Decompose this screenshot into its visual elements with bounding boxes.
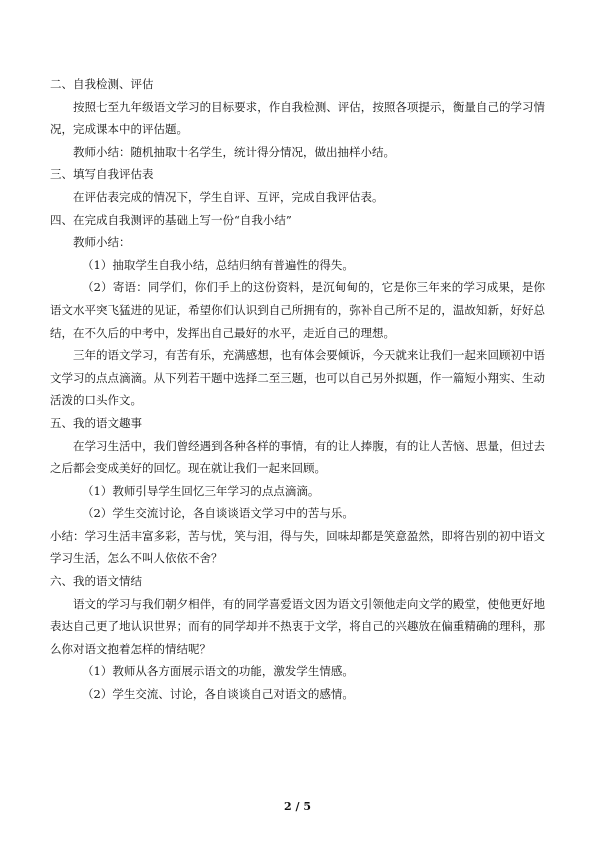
summary-paragraph: 小结：学习生活丰富多彩，苦与忧，笑与泪，得与失，回味却都是笑意盈然，即将告别的初中语文学习生活，怎么不叫人依依不舍？ xyxy=(50,528,545,566)
section-heading-2: 二、自我检测、评估 xyxy=(50,77,154,91)
document-body xyxy=(50,73,545,706)
list-item: （2）学生交流、讨论，各自谈谈自己对语文的感情。 xyxy=(82,687,354,702)
section-heading-3: 三、填写自我评估表 xyxy=(50,167,154,182)
list-item: （1）抽取学生自我小结，总结归纳有普遍性的得失。 xyxy=(82,257,354,272)
paragraph: 三年的语文学习，有苦有乐，充满感想，也有体会要倾诉，今天就来让我们一起来回顾初中语文学习的点点滴滴。从下列若干题中选择二至三题，也可以自己另外拟题，作一篇短小翔实、生动活泼的口头作文。 xyxy=(50,348,545,408)
list-item: （1）教师从各方面展示语文的功能，激发学生情感。 xyxy=(82,664,354,679)
list-item: （2）寄语：同学们，你们手上的这份资料，是沉甸甸的，它是你三年来的学习成果，是你语文水平突飞猛进的见证，希望你们认识到自己所拥有的，弥补自己所不足的，温故知新，好好总结，在不久后的中考中，发挥出自己最好的水平，走近自己的理想。 xyxy=(50,280,545,340)
paragraph: 在评估表完成的情况下，学生自评、互评，完成自我评估表。 xyxy=(73,189,384,204)
paragraph: 按照七至九年级语文学习的目标要求，作自我检测、评估，按照各项提示，衡量自己的学习情况，完成课本中的评估题。 xyxy=(50,99,545,137)
list-item: （2）学生交流讨论，各自谈谈语文学习中的苦与乐。 xyxy=(82,506,354,521)
section-heading-5: 五、我的语文趣事 xyxy=(50,415,142,430)
paragraph: 教师小结： xyxy=(73,235,131,250)
paragraph: 教师小结：随机抽取十名学生，统计得分情况，做出抽样小结。 xyxy=(73,144,395,159)
page-number: 2 / 5 xyxy=(284,800,311,813)
paragraph: 在学习生活中，我们曾经遇到各种各样的事情，有的让人捧腹，有的让人苦恼、思量，但过去之后都会变成美好的回忆。现在就让我们一起来回顾。 xyxy=(50,438,545,476)
list-item: （1）教师引导学生回忆三年学习的点点滴滴。 xyxy=(82,483,320,498)
section-heading-4: 四、在完成自我测评的基础上写一份“自我小结” xyxy=(50,212,292,227)
section-heading-6: 六、我的语文情结 xyxy=(50,574,142,589)
paragraph: 语文的学习与我们朝夕相伴，有的同学喜爱语文因为语文引领他走向文学的殿堂，使他更好地表达自己更了地认识世界；而有的同学却并不热衷于文学，将自己的兴趣放在偏重精确的理科，那么你对语文抱着怎样的情结呢？ xyxy=(50,596,545,656)
